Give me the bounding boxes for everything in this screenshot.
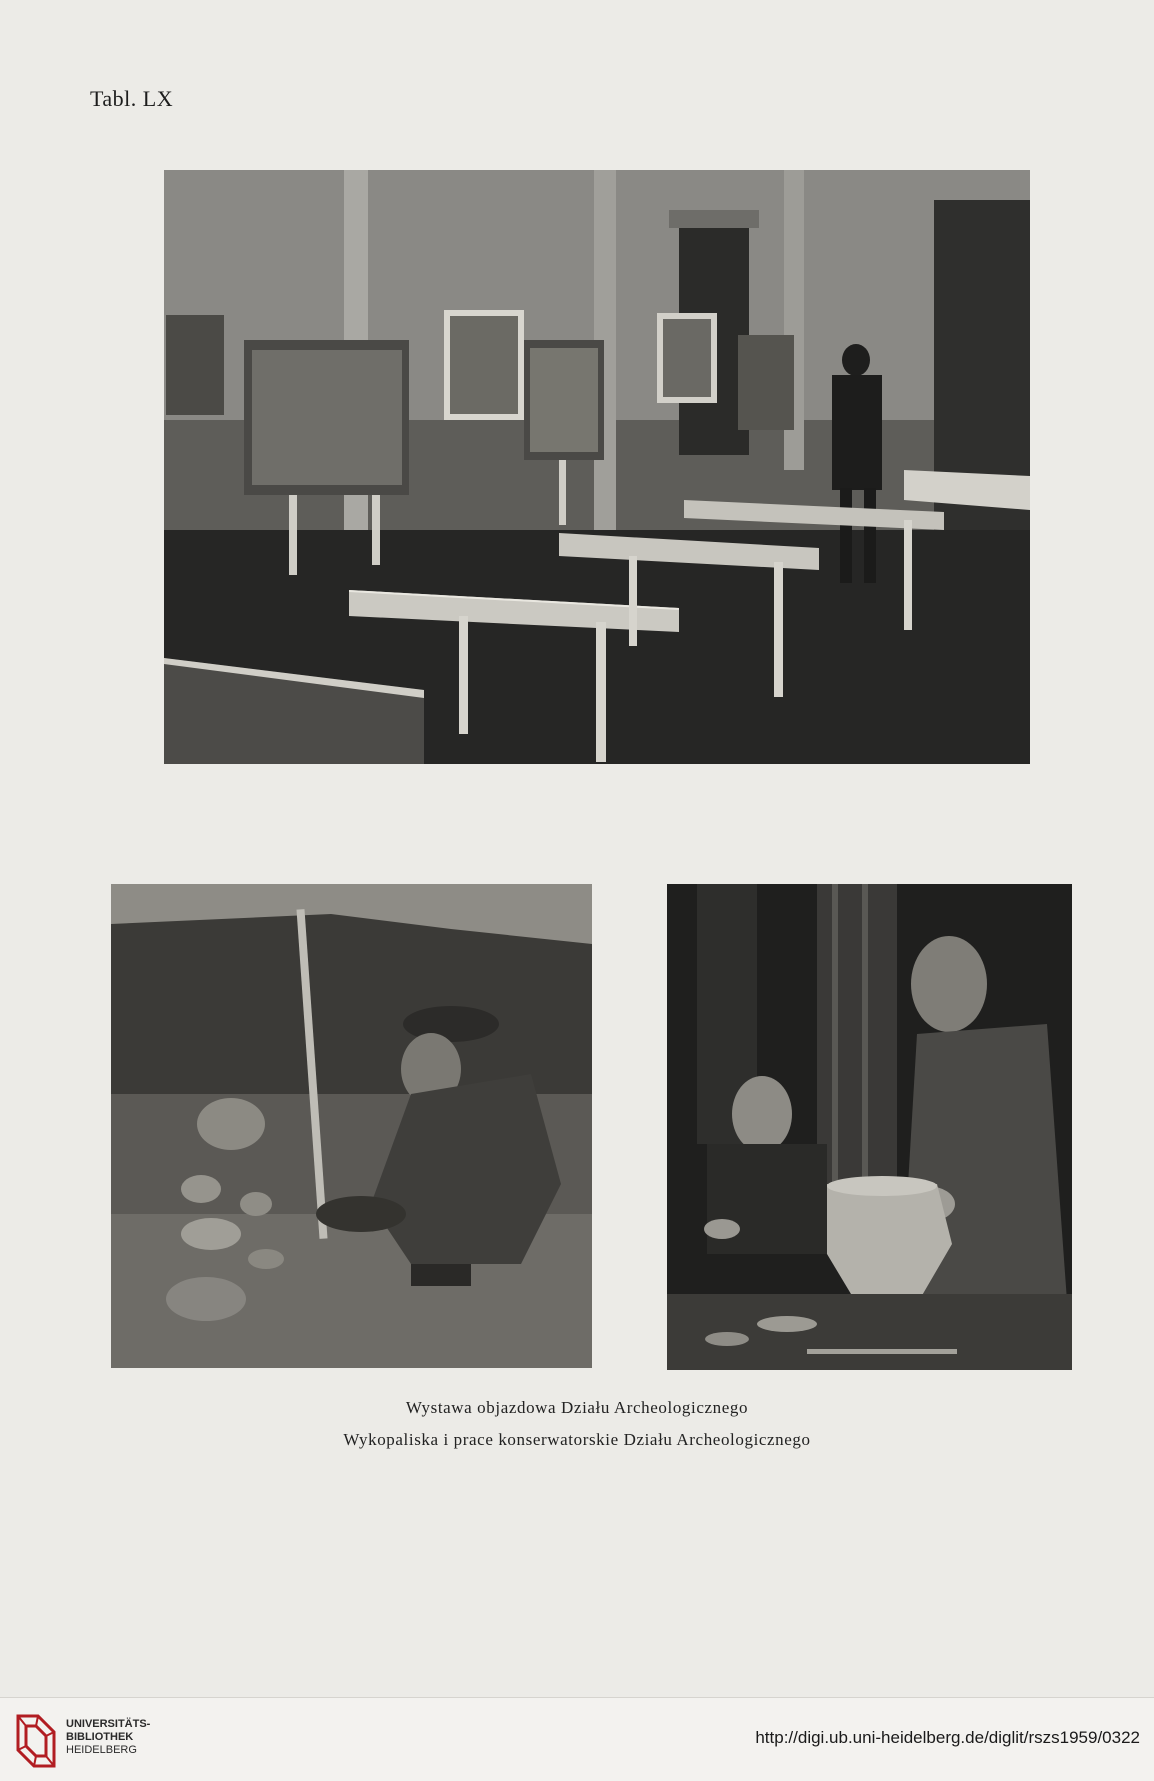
caption-line-1: Wystawa objazdowa Działu Archeologicznego bbox=[405, 1398, 749, 1417]
plate-label: Tabl. LX bbox=[90, 86, 174, 111]
caption-line-2: Wykopaliska i prace konserwatorskie Działu Archeologicznego bbox=[343, 1430, 811, 1449]
institution-name bbox=[66, 1718, 150, 1757]
institution-line-3: HEIDELBERG bbox=[66, 1744, 137, 1756]
excavation-photo bbox=[111, 884, 592, 1368]
institution-line-1: UNIVERSITÄTS- bbox=[66, 1718, 151, 1730]
university-library-logo-icon bbox=[14, 1710, 58, 1770]
source-url-link[interactable]: http://digi.ub.uni-heidelberg.de/diglit/rszs1959/0322 bbox=[755, 1728, 1140, 1747]
exhibition-hall-photo bbox=[164, 170, 1030, 764]
conservation-work-photo bbox=[667, 884, 1072, 1370]
institution-line-2: BIBLIOTHEK bbox=[66, 1731, 134, 1743]
footer-bar bbox=[0, 1697, 1154, 1781]
